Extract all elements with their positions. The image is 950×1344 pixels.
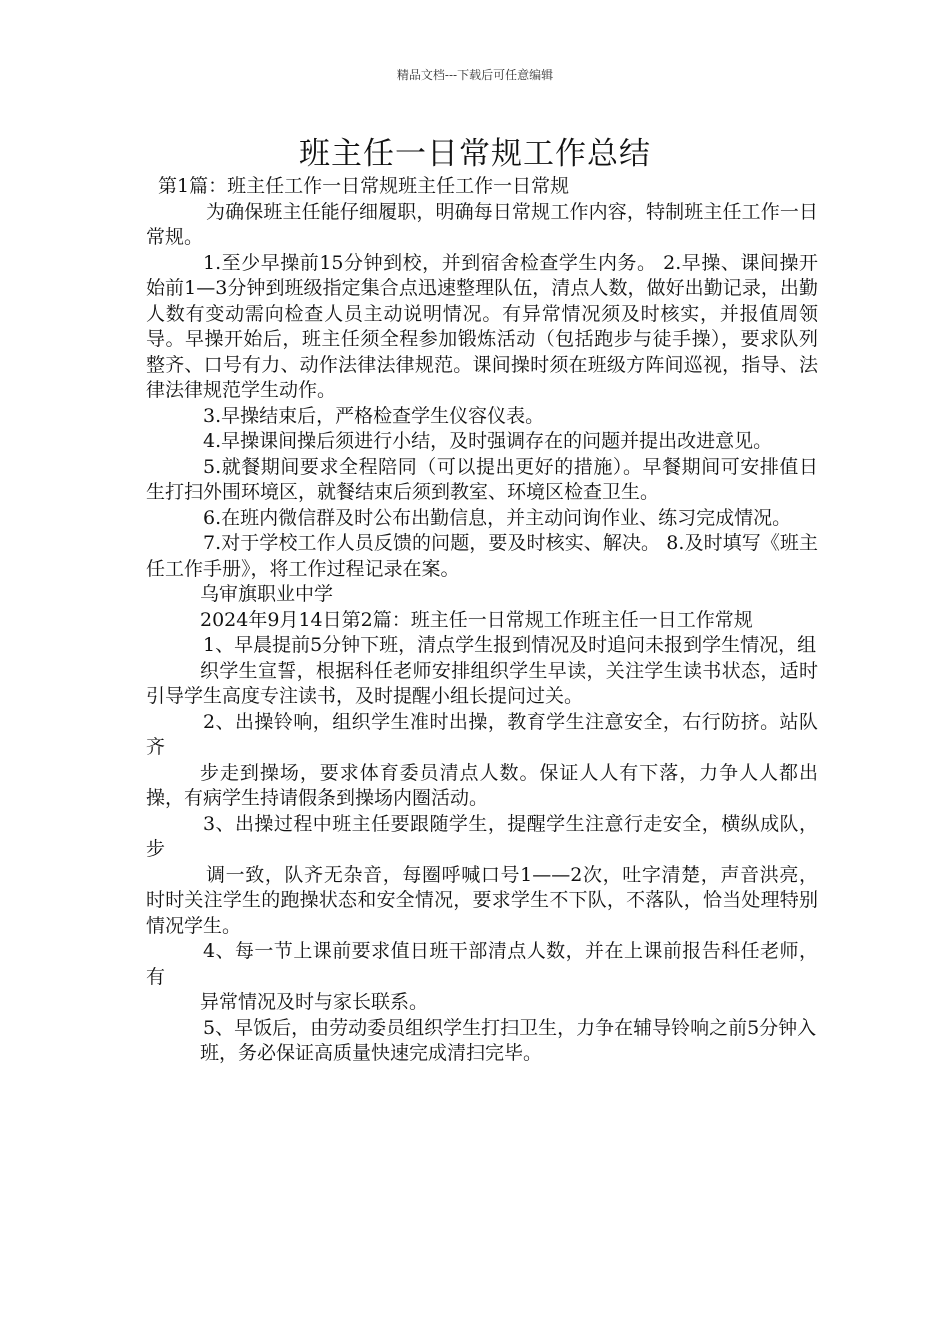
paragraph: 异常情况及时与家长联系。 bbox=[200, 991, 429, 1013]
paragraph: 3、出操过程中班主任要跟随学生，提醒学生注意行走安全，横纵成队，步 bbox=[146, 812, 818, 860]
paragraph: 4、每一节上课前要求值日班干部清点人数，并在上课前报告科任老师，有 bbox=[146, 940, 818, 988]
school-name: 乌审旗职业中学 bbox=[200, 583, 334, 605]
document-body bbox=[146, 174, 818, 1067]
document-title: 班主任一日常规工作总结 bbox=[299, 136, 651, 172]
paragraph: 步走到操场，要求体育委员清点人数。保证人人有下落，力争人人都出操，有病学生持请假条到操场内圈活动。 bbox=[146, 761, 818, 809]
paragraph: 1、早晨提前5分钟下班，清点学生报到情况及时追问未报到学生情况，组 bbox=[203, 634, 817, 656]
paragraph: 调一致，队齐无杂音，每圈呼喊口号1——2次，吐字清楚，声音洪亮，时时关注学生的跑操状态和安全情况，要求学生不下队，不落队，恰当处理特别情况学生。 bbox=[146, 863, 818, 937]
paragraph: 2、出操铃响，组织学生准时出操，教育学生注意安全，右行防挤。站队齐 bbox=[146, 710, 818, 758]
paragraph: 班，务必保证高质量快速完成清扫完毕。 bbox=[200, 1042, 543, 1064]
paragraph: 3.早操结束后，严格检查学生仪容仪表。 bbox=[203, 404, 545, 427]
paragraph: 织学生宣誓，根据科任老师安排组织学生早读，关注学生读书状态，适时引导学生高度专注读书，及时提醒小组长提问过关。 bbox=[146, 659, 818, 707]
section-heading-1: 第1篇：班主任工作一日常规班主任工作一日常规 bbox=[158, 175, 570, 197]
paragraph: 为确保班主任能仔细履职，明确每日常规工作内容，特制班主任工作一日常规。 bbox=[146, 200, 818, 248]
paragraph: 1.至少早操前15分钟到校，并到宿舍检查学生内务。 2.早操、课间操开始前1—3分钟到班级指定集合点迅速整理队伍，清点人数，做好出勤记录，出勤人数有变动需向检查人员主动说明情况。有异常情况须及时核实，并报值周领导。早操开始后，班主任须全程参加锻炼活动（包括跑步与徒手操），要求队列整齐、口号有力、动作法律法律规范。课间操时须在班级方阵间巡视，指导、法律法律规范学生动作。 bbox=[146, 251, 818, 401]
paragraph: 5、早饭后，由劳动委员组织学生打扫卫生，力争在辅导铃响之前5分钟入 bbox=[203, 1016, 817, 1039]
paragraph: 5.就餐期间要求全程陪同（可以提出更好的措施）。早餐期间可安排值日生打扫外围环境区，就餐结束后须到教室、环境区检查卫生。 bbox=[146, 455, 818, 503]
header-note: 精品文档---下载后可任意编辑 bbox=[396, 68, 554, 82]
paragraph: 7.对于学校工作人员反馈的问题，要及时核实、解决。 8.及时填写《班主任工作手册》，将工作过程记录在案。 bbox=[146, 532, 818, 580]
date-and-section-heading-2: 2024年9月14日第2篇：班主任一日常规工作班主任一日工作常规 bbox=[200, 608, 753, 631]
paragraph: 4.早操课间操后须进行小结，及时强调存在的问题并提出改进意见。 bbox=[203, 430, 773, 452]
paragraph: 6.在班内微信群及时公布出勤信息，并主动问询作业、练习完成情况。 bbox=[203, 506, 792, 529]
